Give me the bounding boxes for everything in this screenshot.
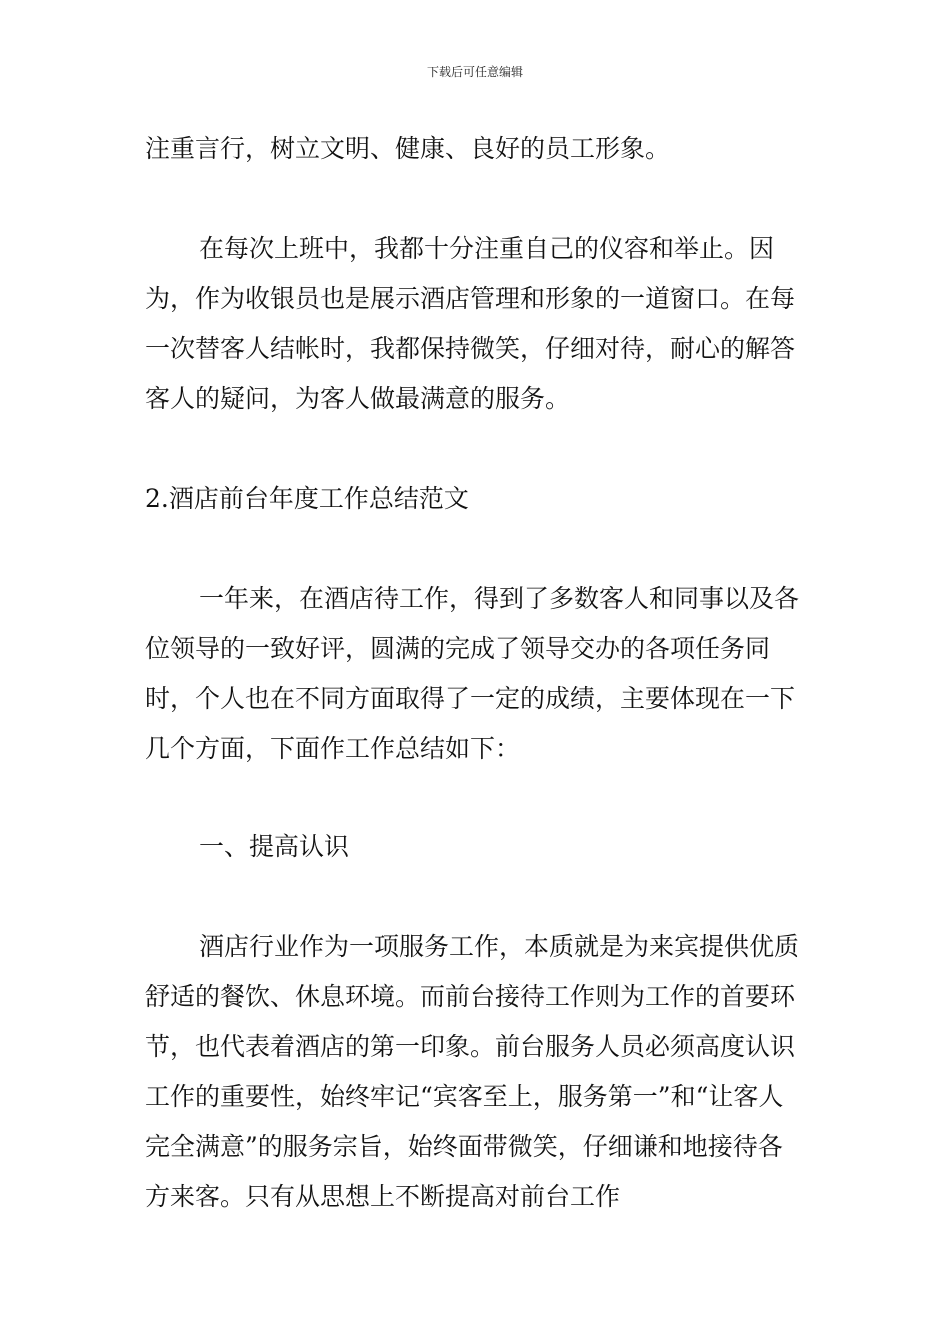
subheading-raise-awareness: 一、提高认识 bbox=[199, 832, 350, 861]
paragraph-employee-image: 注重言行，树立文明、健康、良好的员工形象。 bbox=[145, 134, 671, 163]
paragraph-cashier-conduct: 在每次上班中，我都十分注重自己的仪容和举止。因为，作为收银员也是展示酒店管理和形象的一道窗口。在每一次替客人结帐时，我都保持微笑，仔细对待，耐心的解答客人的疑问，为客人做最满意的服务。 bbox=[145, 234, 796, 413]
paragraph-year-summary: 一年来，在酒店待工作，得到了多数客人和同事以及各位领导的一致好评，圆满的完成了领导交办的各项任务同时，个人也在不同方面取得了一定的成绩，主要体现在一下几个方面，下面作工作总结如下： bbox=[145, 584, 800, 763]
page-header: 下载后可任意编辑 bbox=[426, 65, 523, 79]
paragraph-hotel-service: 酒店行业作为一项服务工作，本质就是为来宾提供优质舒适的餐饮、休息环境。而前台接待工作则为工作的首要环节，也代表着酒店的第一印象。前台服务人员必须高度认识工作的重要性，始终牢记“宾客至上，服务第一”和“让客人完全满意”的服务宗旨，始终面带微笑，仔细谦和地接待各方来客。只有从思想上不断提高对前台工作 bbox=[145, 932, 800, 1211]
section-title: 2.酒店前台年度工作总结范文 bbox=[145, 484, 469, 513]
